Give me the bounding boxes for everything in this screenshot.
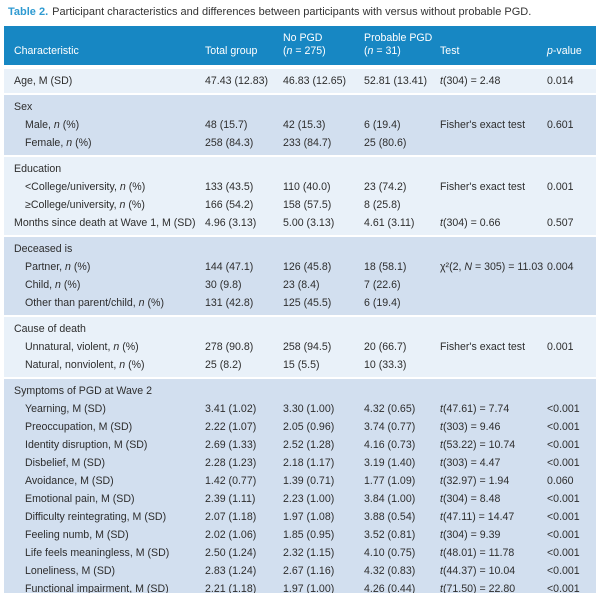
table-row <box>4 418 596 436</box>
table-row <box>4 155 596 178</box>
data-cell: 2.21 (1.18) <box>205 580 283 593</box>
row-label: Functional impairment, M (SD) <box>4 580 205 593</box>
data-cell <box>205 155 283 178</box>
data-cell: 278 (90.8) <box>205 338 283 356</box>
data-cell: 144 (47.1) <box>205 258 283 276</box>
row-label: Avoidance, M (SD) <box>4 472 205 490</box>
data-cell: 0.004 <box>547 258 596 276</box>
data-cell: 126 (45.8) <box>283 258 364 276</box>
column-header-label: Total group <box>205 45 258 57</box>
data-cell <box>364 93 440 116</box>
table-row <box>4 472 596 490</box>
data-cell: <0.001 <box>547 418 596 436</box>
table-row <box>4 508 596 526</box>
data-cell: 110 (40.0) <box>283 178 364 196</box>
table-row <box>4 276 596 294</box>
data-cell: 6 (19.4) <box>364 116 440 134</box>
table-row <box>4 562 596 580</box>
table-row <box>4 356 596 377</box>
data-cell <box>283 235 364 258</box>
data-cell <box>205 93 283 116</box>
data-cell: 2.39 (1.11) <box>205 490 283 508</box>
data-cell: 1.42 (0.77) <box>205 472 283 490</box>
data-cell <box>547 356 596 377</box>
row-label: Emotional pain, M (SD) <box>4 490 205 508</box>
table-row <box>4 544 596 562</box>
data-cell: 3.74 (0.77) <box>364 418 440 436</box>
data-cell: 4.16 (0.73) <box>364 436 440 454</box>
data-cell: t(304) = 9.39 <box>440 526 547 544</box>
data-cell: 133 (43.5) <box>205 178 283 196</box>
data-cell: 2.52 (1.28) <box>283 436 364 454</box>
data-cell: t(47.61) = 7.74 <box>440 400 547 418</box>
row-label: Identity disruption, M (SD) <box>4 436 205 454</box>
data-cell <box>440 155 547 178</box>
row-label: Natural, nonviolent, n (%) <box>4 356 205 377</box>
data-cell: 30 (9.8) <box>205 276 283 294</box>
data-cell <box>364 155 440 178</box>
data-cell <box>364 235 440 258</box>
data-cell: 2.07 (1.18) <box>205 508 283 526</box>
data-cell <box>205 235 283 258</box>
data-cell: <0.001 <box>547 580 596 593</box>
table-section <box>4 315 596 377</box>
table-row <box>4 214 596 235</box>
data-cell: 2.50 (1.24) <box>205 544 283 562</box>
data-cell: 7 (22.6) <box>364 276 440 294</box>
column-header-label: No PGD <box>283 32 323 44</box>
table-section <box>4 67 596 93</box>
row-label: Female, n (%) <box>4 134 205 155</box>
data-cell: 52.81 (13.41) <box>364 67 440 93</box>
row-label: Disbelief, M (SD) <box>4 454 205 472</box>
data-cell: 3.30 (1.00) <box>283 400 364 418</box>
data-cell: t(48.01) = 11.78 <box>440 544 547 562</box>
data-cell: 3.19 (1.40) <box>364 454 440 472</box>
row-label: Child, n (%) <box>4 276 205 294</box>
data-cell: 46.83 (12.65) <box>283 67 364 93</box>
data-cell <box>283 315 364 338</box>
section-label: Sex <box>4 93 205 116</box>
table-row <box>4 436 596 454</box>
data-cell: 3.52 (0.81) <box>364 526 440 544</box>
table-caption-text: Participant characteristics and differences between participants with versus without probable PGD. <box>52 6 532 18</box>
data-cell: Fisher's exact test <box>440 338 547 356</box>
data-cell <box>283 377 364 400</box>
data-cell: 4.32 (0.65) <box>364 400 440 418</box>
data-cell <box>364 315 440 338</box>
data-cell: 47.43 (12.83) <box>205 67 283 93</box>
data-cell <box>440 315 547 338</box>
data-cell <box>547 196 596 214</box>
data-cell <box>364 377 440 400</box>
data-cell <box>440 276 547 294</box>
data-cell <box>547 235 596 258</box>
data-cell: 258 (94.5) <box>283 338 364 356</box>
table-row <box>4 315 596 338</box>
data-cell: 2.22 (1.07) <box>205 418 283 436</box>
data-cell: 4.96 (3.13) <box>205 214 283 235</box>
table-row <box>4 178 596 196</box>
data-cell: <0.001 <box>547 508 596 526</box>
section-label: Cause of death <box>4 315 205 338</box>
table-row <box>4 196 596 214</box>
column-header-probable-pgd <box>364 26 440 67</box>
row-label: Loneliness, M (SD) <box>4 562 205 580</box>
data-cell: <0.001 <box>547 544 596 562</box>
data-cell: 0.001 <box>547 338 596 356</box>
data-cell: t(303) = 9.46 <box>440 418 547 436</box>
data-cell: 2.28 (1.23) <box>205 454 283 472</box>
table-row <box>4 338 596 356</box>
data-cell: 1.97 (1.08) <box>283 508 364 526</box>
section-label: Deceased is <box>4 235 205 258</box>
column-header-sublabel: (n = 275) <box>283 45 326 57</box>
data-cell: 233 (84.7) <box>283 134 364 155</box>
row-label: Partner, n (%) <box>4 258 205 276</box>
table-section <box>4 93 596 155</box>
data-cell: 4.26 (0.44) <box>364 580 440 593</box>
table-row <box>4 580 596 593</box>
data-cell: χ²(2, N = 305) = 11.03 <box>440 258 547 276</box>
table-header-row <box>4 26 596 67</box>
data-cell: 2.83 (1.24) <box>205 562 283 580</box>
data-cell: 48 (15.7) <box>205 116 283 134</box>
row-label: Feeling numb, M (SD) <box>4 526 205 544</box>
data-cell <box>547 315 596 338</box>
data-cell: 1.85 (0.95) <box>283 526 364 544</box>
table-row <box>4 294 596 315</box>
data-cell: 4.61 (3.11) <box>364 214 440 235</box>
table-row <box>4 235 596 258</box>
data-cell: t(303) = 4.47 <box>440 454 547 472</box>
data-cell: <0.001 <box>547 436 596 454</box>
data-cell: t(47.11) = 14.47 <box>440 508 547 526</box>
column-header-label: Probable PGD <box>364 32 433 44</box>
table-row <box>4 526 596 544</box>
table-row <box>4 490 596 508</box>
data-cell <box>283 93 364 116</box>
data-cell: 3.84 (1.00) <box>364 490 440 508</box>
table-row <box>4 93 596 116</box>
data-cell: 2.05 (0.96) <box>283 418 364 436</box>
data-cell: <0.001 <box>547 526 596 544</box>
data-cell: 25 (80.6) <box>364 134 440 155</box>
data-cell: 20 (66.7) <box>364 338 440 356</box>
data-cell <box>440 196 547 214</box>
data-cell: 4.10 (0.75) <box>364 544 440 562</box>
data-cell <box>440 134 547 155</box>
table-section <box>4 235 596 315</box>
column-header-total-group <box>205 26 283 67</box>
data-cell: 0.601 <box>547 116 596 134</box>
data-cell <box>547 93 596 116</box>
data-cell: Fisher's exact test <box>440 178 547 196</box>
data-cell <box>440 294 547 315</box>
data-cell: <0.001 <box>547 562 596 580</box>
data-cell: Fisher's exact test <box>440 116 547 134</box>
data-cell: 2.02 (1.06) <box>205 526 283 544</box>
column-header-sublabel: (n = 31) <box>364 45 401 57</box>
table-caption <box>8 6 590 19</box>
row-label: Yearning, M (SD) <box>4 400 205 418</box>
row-label: ≥College/university, n (%) <box>4 196 205 214</box>
row-label: Life feels meaningless, M (SD) <box>4 544 205 562</box>
data-cell: 0.060 <box>547 472 596 490</box>
data-cell: 23 (8.4) <box>283 276 364 294</box>
data-cell: 15 (5.5) <box>283 356 364 377</box>
data-cell: 1.97 (1.00) <box>283 580 364 593</box>
data-cell: 18 (58.1) <box>364 258 440 276</box>
data-cell: 2.69 (1.33) <box>205 436 283 454</box>
data-cell: <0.001 <box>547 400 596 418</box>
column-header-label: Characteristic <box>14 45 79 57</box>
data-cell: 0.507 <box>547 214 596 235</box>
table-row <box>4 400 596 418</box>
section-label: Education <box>4 155 205 178</box>
data-cell <box>547 155 596 178</box>
data-cell: t(32.97) = 1.94 <box>440 472 547 490</box>
data-cell <box>440 377 547 400</box>
data-cell <box>547 134 596 155</box>
data-cell <box>547 276 596 294</box>
data-cell: 2.18 (1.17) <box>283 454 364 472</box>
section-label: Age, M (SD) <box>4 67 205 93</box>
data-cell: 258 (84.3) <box>205 134 283 155</box>
data-cell: <0.001 <box>547 454 596 472</box>
data-cell <box>205 315 283 338</box>
data-cell: <0.001 <box>547 490 596 508</box>
column-header-label: Test <box>440 45 460 57</box>
data-cell: 2.32 (1.15) <box>283 544 364 562</box>
table-caption-label: Table 2. <box>8 6 49 18</box>
data-cell: 23 (74.2) <box>364 178 440 196</box>
table-row <box>4 67 596 93</box>
data-cell <box>547 294 596 315</box>
data-cell: 3.88 (0.54) <box>364 508 440 526</box>
data-cell <box>205 377 283 400</box>
data-cell: 42 (15.3) <box>283 116 364 134</box>
row-label: Difficulty reintegrating, M (SD) <box>4 508 205 526</box>
data-cell <box>440 235 547 258</box>
data-cell: 2.67 (1.16) <box>283 562 364 580</box>
table-row <box>4 377 596 400</box>
data-cell: t(304) = 0.66 <box>440 214 547 235</box>
column-header-p-value <box>547 26 596 67</box>
data-cell: 1.77 (1.09) <box>364 472 440 490</box>
row-label: Unnatural, violent, n (%) <box>4 338 205 356</box>
table-section <box>4 377 596 593</box>
data-cell: t(71.50) = 22.80 <box>440 580 547 593</box>
column-header-characteristic <box>4 26 205 67</box>
data-cell: 6 (19.4) <box>364 294 440 315</box>
column-header-no-pgd <box>283 26 364 67</box>
data-cell: 131 (42.8) <box>205 294 283 315</box>
section-label: Months since death at Wave 1, M (SD) <box>4 214 205 235</box>
data-cell: t(53.22) = 10.74 <box>440 436 547 454</box>
data-cell: 0.014 <box>547 67 596 93</box>
row-label: Male, n (%) <box>4 116 205 134</box>
table-row <box>4 116 596 134</box>
column-header-test <box>440 26 547 67</box>
data-cell <box>440 356 547 377</box>
data-cell: 1.39 (0.71) <box>283 472 364 490</box>
data-cell: 10 (33.3) <box>364 356 440 377</box>
row-label: <College/university, n (%) <box>4 178 205 196</box>
data-cell <box>440 93 547 116</box>
row-label: Other than parent/child, n (%) <box>4 294 205 315</box>
table-section <box>4 155 596 235</box>
participant-characteristics-table <box>4 26 596 593</box>
data-cell: t(304) = 8.48 <box>440 490 547 508</box>
data-cell: t(304) = 2.48 <box>440 67 547 93</box>
data-cell: 158 (57.5) <box>283 196 364 214</box>
data-cell: 0.001 <box>547 178 596 196</box>
data-cell: t(44.37) = 10.04 <box>440 562 547 580</box>
section-label: Symptoms of PGD at Wave 2 <box>4 377 205 400</box>
data-cell: 166 (54.2) <box>205 196 283 214</box>
data-cell: 2.23 (1.00) <box>283 490 364 508</box>
data-cell <box>547 377 596 400</box>
table-row <box>4 454 596 472</box>
table-row <box>4 258 596 276</box>
table-row <box>4 134 596 155</box>
data-cell: 25 (8.2) <box>205 356 283 377</box>
data-cell: 125 (45.5) <box>283 294 364 315</box>
data-cell: 5.00 (3.13) <box>283 214 364 235</box>
data-cell: 3.41 (1.02) <box>205 400 283 418</box>
data-cell: 8 (25.8) <box>364 196 440 214</box>
row-label: Preoccupation, M (SD) <box>4 418 205 436</box>
data-cell <box>283 155 364 178</box>
data-cell: 4.32 (0.83) <box>364 562 440 580</box>
column-header-label: p-value <box>547 45 582 57</box>
